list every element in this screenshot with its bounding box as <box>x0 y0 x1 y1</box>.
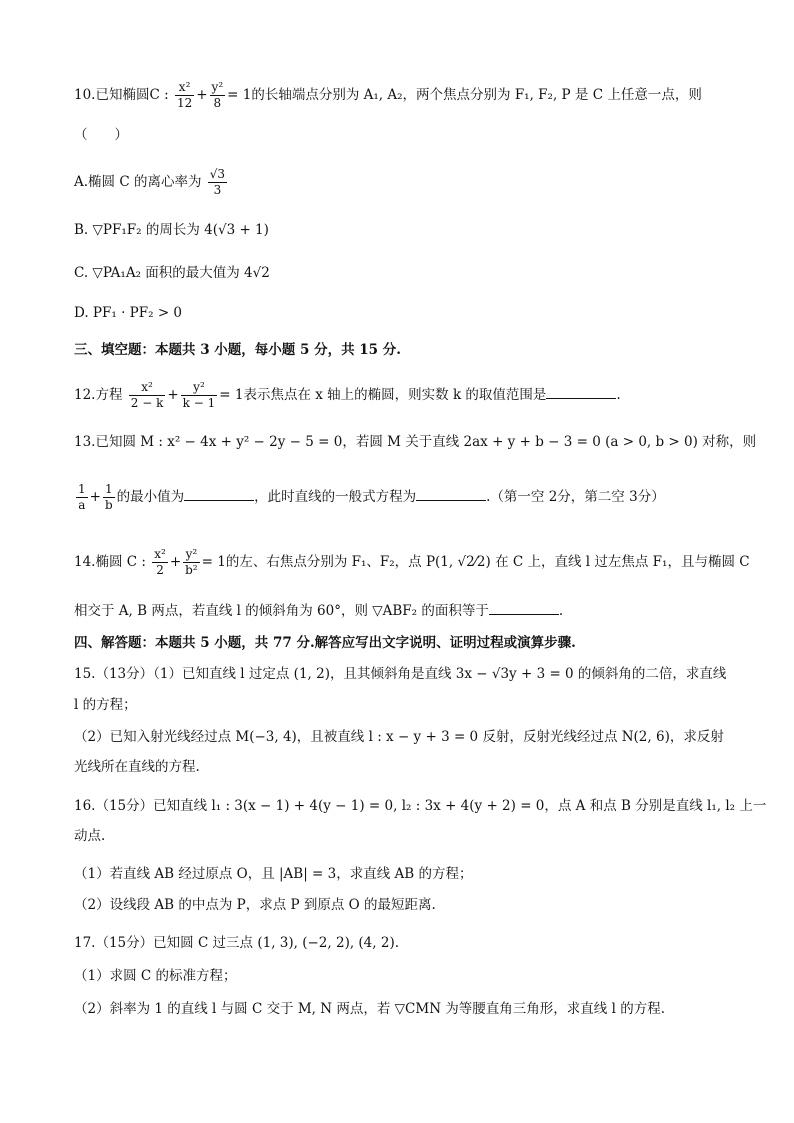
line-mid: C : <box>149 87 173 103</box>
line-text: （1）若直线 AB 经过原点 O，且 |AB| = 3，求直线 AB 的方程； <box>74 866 473 882</box>
line-post: = 1的长轴端点分别为 A₁, A₂，两个焦点分别为 F₁, F₂, P 是 C 上任意一点，则 <box>227 87 702 103</box>
fraction: $\frac{\text{y²}}{k - 1}$ <box>182 380 216 410</box>
line-q14b <box>74 600 734 621</box>
line-tail: . <box>616 387 621 403</box>
line-post2: ，此时直线的一般式方程为 <box>254 489 417 505</box>
line-q16d <box>74 895 734 915</box>
line-text: 光线所在直线的方程. <box>74 759 200 775</box>
line-q10D <box>74 303 734 323</box>
line-text: 17.（15分）已知圆 C 过三点 (1, 3), (−2, 2), (4, 2). <box>74 935 400 951</box>
line-q15b <box>74 695 734 715</box>
fraction: $\frac{1}{a}$ <box>78 482 86 512</box>
line-q10a <box>74 80 734 111</box>
answer-blank[interactable] <box>546 384 616 399</box>
line-tail: .（第一空 2分，第二空 3分） <box>486 489 665 505</box>
operator: + <box>167 387 179 403</box>
line-text: （ ） <box>74 127 128 143</box>
operator: + <box>89 489 101 505</box>
line-text: （2）已知入射光线经过点 M(−3, 4)，且被直线 l : x − y + 3 = 0 反射，反射光线经过点 N(2, 6)，求反射 <box>74 729 724 745</box>
fraction: $\frac{√3}{3}$ <box>209 167 226 197</box>
line-q10B <box>74 220 734 240</box>
line-q10A <box>74 167 734 198</box>
line-q17a <box>74 933 734 953</box>
line-q16a <box>74 796 767 816</box>
operator: + <box>169 554 182 570</box>
line-q15c <box>74 727 734 747</box>
fraction: $\frac{\text{x²}}{2}$ <box>154 547 166 577</box>
fraction: $\frac{1}{b}$ <box>104 482 113 512</box>
line-q16b <box>74 826 734 846</box>
line-q17c <box>74 999 734 1019</box>
line-q15a <box>74 664 734 684</box>
line-text: l 的方程； <box>74 697 137 713</box>
line-post: = 1的左、右焦点分别为 F₁、F₂，点 P(1, √2⁄2) 在 C 上，直线 l 过左焦点 F₁，且与椭圆 C <box>201 554 750 570</box>
line-pre: 12.方程 <box>74 387 127 403</box>
line-text: （2）设线段 AB 的中点为 P，求点 P 到原点 O 的最短距离. <box>74 897 436 913</box>
line-text: 三、填空题：本题共 3 小题，每小题 5 分，共 15 分. <box>74 342 401 358</box>
fraction: $\frac{\text{x²}}{2 - k}$ <box>130 380 164 410</box>
line-q13b <box>74 482 734 513</box>
line-text: （1）求圆 C 的标准方程； <box>74 968 237 984</box>
line-text: （2）斜率为 1 的直线 l 与圆 C 交于 M, N 两点，若 ▽CMN 为等腰直角三角形，求直线 l 的方程. <box>74 1001 665 1017</box>
line-tail: . <box>558 603 564 619</box>
line-post: 的最小值为 <box>116 489 185 505</box>
line-q10b <box>74 125 734 145</box>
line-text: 相交于 A, B 两点，若直线 l 的倾斜角为 60°，则 ▽ABF₂ 的面积等于 <box>74 603 489 619</box>
line-q12 <box>74 380 734 411</box>
line-text: 16.（15分）已知直线 l₁ : 3(x − 1) + 4(y − 1) = 0, l₂ : 3x + 4(y + 2) = 0，点 A 和点 B 分别是直线 l₁, l₂ 上一 <box>74 798 767 814</box>
line-pre: A.椭圆 C 的离心率为 <box>74 174 206 190</box>
line-sec3 <box>74 340 734 360</box>
line-text: 动点. <box>74 828 106 844</box>
fraction: $\frac{\text{x²}}{12}$ <box>176 80 193 110</box>
line-pre: 10.已知椭圆 <box>74 87 150 103</box>
line-text: C. ▽PA₁A₂ 面积的最大值为 4√2 <box>74 265 270 281</box>
line-q13a <box>74 432 757 452</box>
line-q16c <box>74 864 734 884</box>
line-text: B. ▽PF₁F₂ 的周长为 4(√3 + 1) <box>74 222 269 238</box>
line-text: 15.（13分）（1）已知直线 l 过定点 (1, 2)，且其倾斜角是直线 3x − √3y + 3 = 0 的倾斜角的二倍，求直线 <box>74 666 727 682</box>
line-q10C <box>74 263 734 283</box>
line-text: 四、解答题：本题共 5 小题，共 77 分.解答应写出文字说明、证明过程或演算步骤. <box>74 635 576 651</box>
fraction: $\frac{\text{y²}}{8}$ <box>211 80 224 110</box>
line-sec4 <box>74 633 734 653</box>
line-pre: 14.椭圆 C : <box>74 554 151 570</box>
fraction: $\frac{\text{y²}}{\text{b²}}$ <box>185 547 198 577</box>
line-text: D. PF₁ · PF₂ > 0 <box>74 305 183 321</box>
operator: + <box>196 87 208 103</box>
line-q15d <box>74 757 734 777</box>
line-post: = 1表示焦点在 x 轴上的椭圆，则实数 k 的取值范围是 <box>219 387 547 403</box>
line-q17b <box>74 966 734 986</box>
line-q14a <box>74 547 750 578</box>
answer-blank[interactable] <box>184 486 254 501</box>
answer-blank[interactable] <box>489 600 559 615</box>
line-text: 13.已知圆 M : x² − 4x + y² − 2y − 5 = 0，若圆 M 关于直线 2ax + y + b − 3 = 0 (a > 0, b > 0) 对称，则 <box>74 434 757 450</box>
answer-blank-2[interactable] <box>416 486 486 501</box>
